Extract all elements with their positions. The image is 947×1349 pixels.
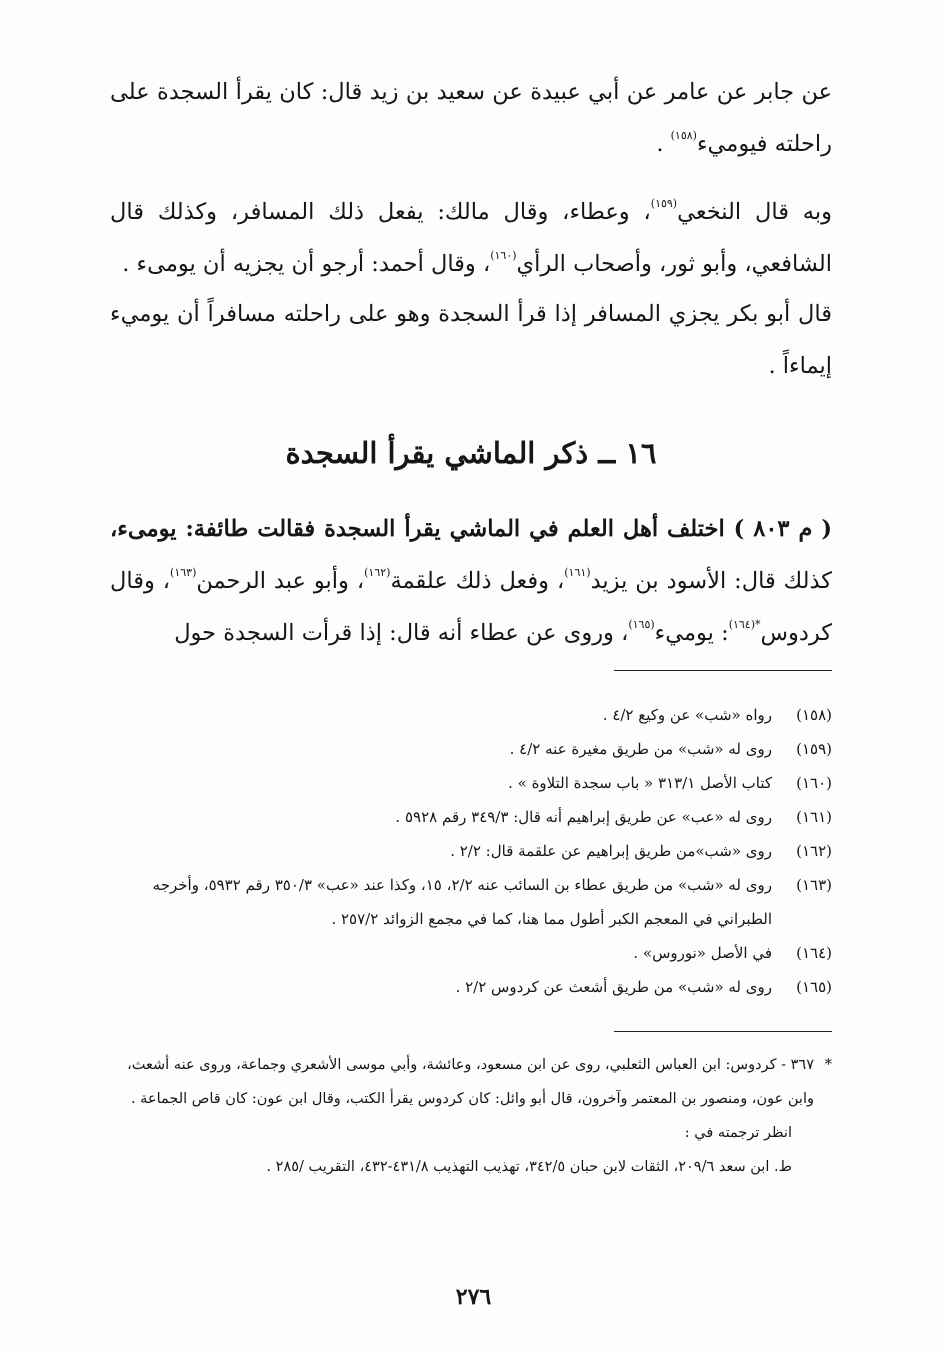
footnote-text: روى «شب»من طريق إبراهيم عن علقمة قال: ٢/٢ . (450, 842, 772, 860)
bio-divider (614, 1031, 832, 1032)
footnote-item (110, 970, 832, 1004)
paragraph-2 (110, 186, 832, 290)
footnote-item (110, 834, 832, 868)
footnote-number: (١٥٨) (796, 706, 832, 724)
footnote-item (110, 868, 832, 936)
bio-entry (110, 1048, 832, 1116)
paragraph-4 (110, 503, 832, 659)
paragraph-2-text-a: وبه قال النخعي (677, 199, 832, 225)
paragraph-4-text-d: ، وقال كردوس (110, 568, 832, 646)
paragraph-2-text-b: ، وعطاء، وقال مالك: يفعل ذلك المسافر، وكذلك قال الشافعي، وأبو ثور، وأصحاب الرأي (110, 199, 832, 277)
paragraph-1 (110, 66, 832, 170)
footnote-number: (١٦١) (796, 808, 832, 826)
footnote-number: (١٦٥) (796, 978, 832, 996)
footnote-item (110, 766, 832, 800)
footnote-text: في الأصل «نوروس» . (633, 944, 772, 962)
footnote-text: رواه «شب» عن وكيع ٤/٢ . (602, 706, 772, 724)
footnote-number: (١٦٢) (796, 842, 832, 860)
paragraph-3-text: قال أبو بكر يجزي المسافر إذا قرأ السجدة وهو على راحلته مسافراً أن يوميء إيماءاً . (110, 301, 832, 379)
footnote-ref-165[interactable]: (١٦٥) (628, 618, 655, 631)
footnote-ref-164[interactable]: *(١٦٤) (728, 618, 761, 631)
paragraph-4-text-b: ، وفعل ذلك علقمة (390, 568, 565, 594)
footnote-number: (١٦٣) (796, 876, 832, 894)
bio-sources: ط. ابن سعد ٢٠٩/٦، الثقات لابن حبان ٣٤٢/٥، تهذيب التهذيب ٤٣١/٨-٤٣٢، التقريب /٢٨٥ . (266, 1159, 792, 1175)
footnotes (110, 698, 832, 1004)
footnote-text: كتاب الأصل ٣١٣/١ « باب سجدة التلاوة » . (508, 774, 772, 792)
footnote-text: روى له «شب» من طريق عطاء بن السائب عنه ٢/٢، ١٥، وكذا عند «عب» ٣٥٠/٣ رقم ٥٩٣٢، وأخرجه الطبراني في المعجم الكبر أطول مما هنا، كما في مجمع الزوائد ٢٥٧/٢ . (152, 876, 772, 928)
footnote-ref-159[interactable]: (١٥٩) (650, 197, 678, 210)
paragraph-3 (110, 288, 832, 392)
footnote-text: روى له «شب» من طريق مغيرة عنه ٤/٢ . (509, 740, 772, 758)
footnote-text: روى له «عب» عن طريق إبراهيم أنه قال: ٣٤٩/٣ رقم ٥٩٢٨ . (395, 808, 772, 826)
footnote-number: (١٦٤) (796, 944, 832, 962)
footnote-divider (614, 670, 832, 671)
footnote-ref-163[interactable]: (١٦٣) (170, 566, 197, 579)
footnote-ref-158[interactable]: (١٥٨) (670, 129, 697, 142)
paragraph-1-end: . (656, 131, 671, 157)
footnote-number: (١٥٩) (796, 740, 832, 758)
page-number: ٢٧٦ (455, 1284, 492, 1310)
paragraph-4-text-e: : يوميء (654, 620, 729, 646)
paragraph-4-text-f: ، وروى عن عطاء أنه قال: إذا قرأت السجدة حول (174, 620, 629, 646)
footnote-item (110, 936, 832, 970)
bio-text: ٣٦٧ - كردوس: ابن العباس الثعلبي، روى عن ابن مسعود، وعائشة، وأبي موسى الأشعري وجماعة، وروى عنه أشعث، وابن عون، ومنصور بن المعتمر وآخرون، قال أبو وائل: كان كردوس يقرأ الكتب، وقال ابن عون: كان قاص الجماعة . (127, 1057, 814, 1107)
footnote-item (110, 800, 832, 834)
biography-note (110, 1048, 832, 1184)
footnote-text: روى له «شب» من طريق أشعث عن كردوس ٢/٢ . (455, 978, 772, 996)
footnote-item (110, 732, 832, 766)
footnote-number: (١٦٠) (796, 774, 832, 792)
footnote-ref-161[interactable]: (١٦١) (564, 566, 591, 579)
paragraph-4-lead: ( م ٨٠٣ ) اختلف أهل العلم في الماشي يقرأ السجدة فقالت طائفة: يومىء، (110, 516, 832, 542)
paragraph-4-text-c: ، وأبو عبد الرحمن (196, 568, 365, 594)
asterisk-marker: * (824, 1057, 832, 1073)
footnote-ref-162[interactable]: (١٦٢) (364, 566, 391, 579)
paragraph-1-text: عن جابر عن عامر عن أبي عبيدة عن سعيد بن زيد قال: كان يقرأ السجدة على راحلته فيوميء (110, 79, 832, 157)
paragraph-4-text-a: كذلك قال: الأسود بن يزيد (590, 568, 832, 594)
section-heading: ١٦ ــ ذكر الماشي يقرأ السجدة (285, 436, 657, 470)
footnote-ref-160[interactable]: (١٦٠) (490, 249, 517, 262)
bio-see-also: انظر ترجمته في : (684, 1125, 792, 1141)
paragraph-2-text-c: ، وقال أحمد: أرجو أن يجزيه أن يومىء . (122, 251, 491, 277)
footnote-item (110, 698, 832, 732)
